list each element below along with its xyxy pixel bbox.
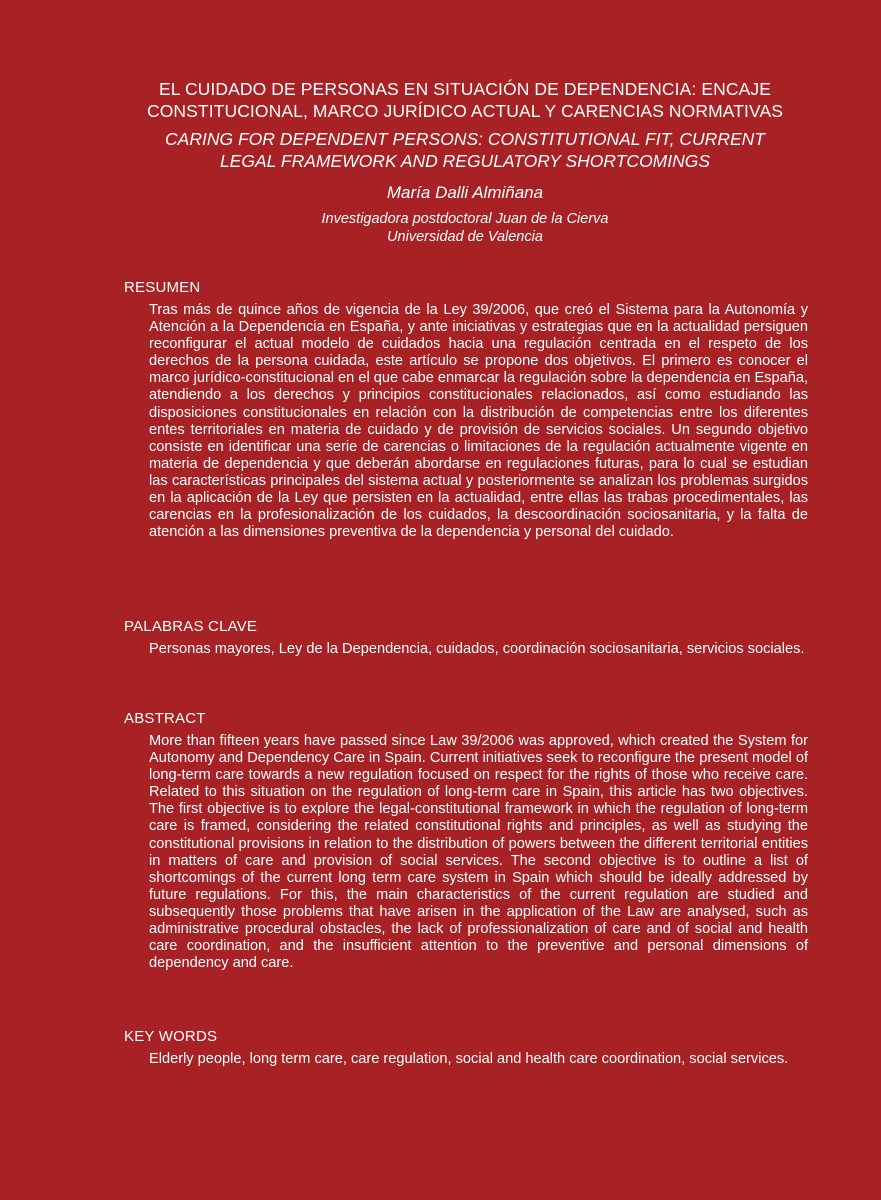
abstract-heading: ABSTRACT [124,710,206,727]
abstract-section [124,710,814,972]
title-spanish-line-2: CONSTITUCIONAL, MARCO JURÍDICO ACTUAL Y CARENCIAS NORMATIVAS [146,101,784,121]
palabras-clave-section [124,618,814,658]
affiliation-line-1: Investigadora postdoctoral Juan de la Cierva [321,211,609,227]
abstract-body: More than fifteen years have passed since Law 39/2006 was approved, which created the System for Autonomy and Dependency Care in Spain. Current initiatives seek to reconfigure the present model of long-term care towards a new regulation focused on respect for the rights of those who receive care. Related to this situation on the regulation of long-term care in Spain, this article has two objectives. The first objective is to explore the legal-constitutional framework in which the regulation of long-term care is framed, considering the related constitutional rights and principles, as well as studying the constitutional provisions in relation to the distribution of powers between the different territorial entities in matters of care and provision of social services. The second objective is to outline a list of shortcomings of the current long term care system in Spain which should be ideally addressed by future regulations. For this, the main characteristics of the current regulation are studied and subsequently those problems that have arisen in the application of the Law are analysed, such as administrative procedural obstacles, the lack of professionalization of care and of social and health care coordination, and the insufficient attention to the preventive and personal dimensions of dependency and care. [149,733,808,972]
key-words-heading: KEY WORDS [124,1028,218,1045]
title-english-line-2: LEGAL FRAMEWORK AND REGULATORY SHORTCOMINGS [219,151,711,171]
title-block [120,78,810,246]
resumen-body: Tras más de quince años de vigencia de la Ley 39/2006, que creó el Sistema para la Autonomía y Atención a la Dependencia en España, y ante iniciativas y estrategias que en la actualidad persiguen reconfigurar el actual modelo de cuidados hacia una regulación centrada en el respeto de los derechos de la persona cuidada, este artículo se propone dos objetivos. El primero es conocer el marco jurídico-constitucional en el que cabe enmarcar la regulación sobre la dependencia en España, atendiendo a los derechos y principios constitucionales relacionados, así como estudiando las disposiciones constitucionales en relación con la distribución de competencias entre los diferentes entes territoriales en materia de cuidado y de provisión de servicios sociales. Un segundo objetivo consiste en identificar una serie de carencias o limitaciones de la regulación actualmente vigente en materia de dependencia y que deberán abordarse en regulaciones futuras, para lo cual se estudian las características principales del sistema actual y posteriormente se analizan los problemas surgidos en la aplicación de la Ley que persisten en la actualidad, entre ellas las trabas procedimentales, las carencias en la profesionalización de los cuidados, la descoordinación sociosanitaria, y la falta de atención a las dimensiones preventiva de la dependencia y personal del cuidado. [149,302,808,541]
palabras-clave-heading: PALABRAS CLAVE [124,618,258,635]
key-words-section [124,1028,814,1068]
key-words-body: Elderly people, long term care, care regulation, social and health care coordination, social services. [149,1051,789,1067]
resumen-heading: RESUMEN [124,279,201,296]
palabras-clave-body: Personas mayores, Ley de la Dependencia, cuidados, coordinación sociosanitaria, servicios sociales. [149,641,805,657]
title-spanish [120,78,810,122]
author-affiliation [120,210,810,246]
title-english [120,128,810,172]
affiliation-line-2: Universidad de Valencia [387,229,543,245]
author-name: María Dalli Almiñana [386,183,544,202]
resumen-section [124,279,814,541]
title-english-line-1: CARING FOR DEPENDENT PERSONS: CONSTITUTIONAL FIT, CURRENT [165,129,765,149]
title-spanish-line-1: EL CUIDADO DE PERSONAS EN SITUACIÓN DE DEPENDENCIA: ENCAJE [159,79,771,99]
